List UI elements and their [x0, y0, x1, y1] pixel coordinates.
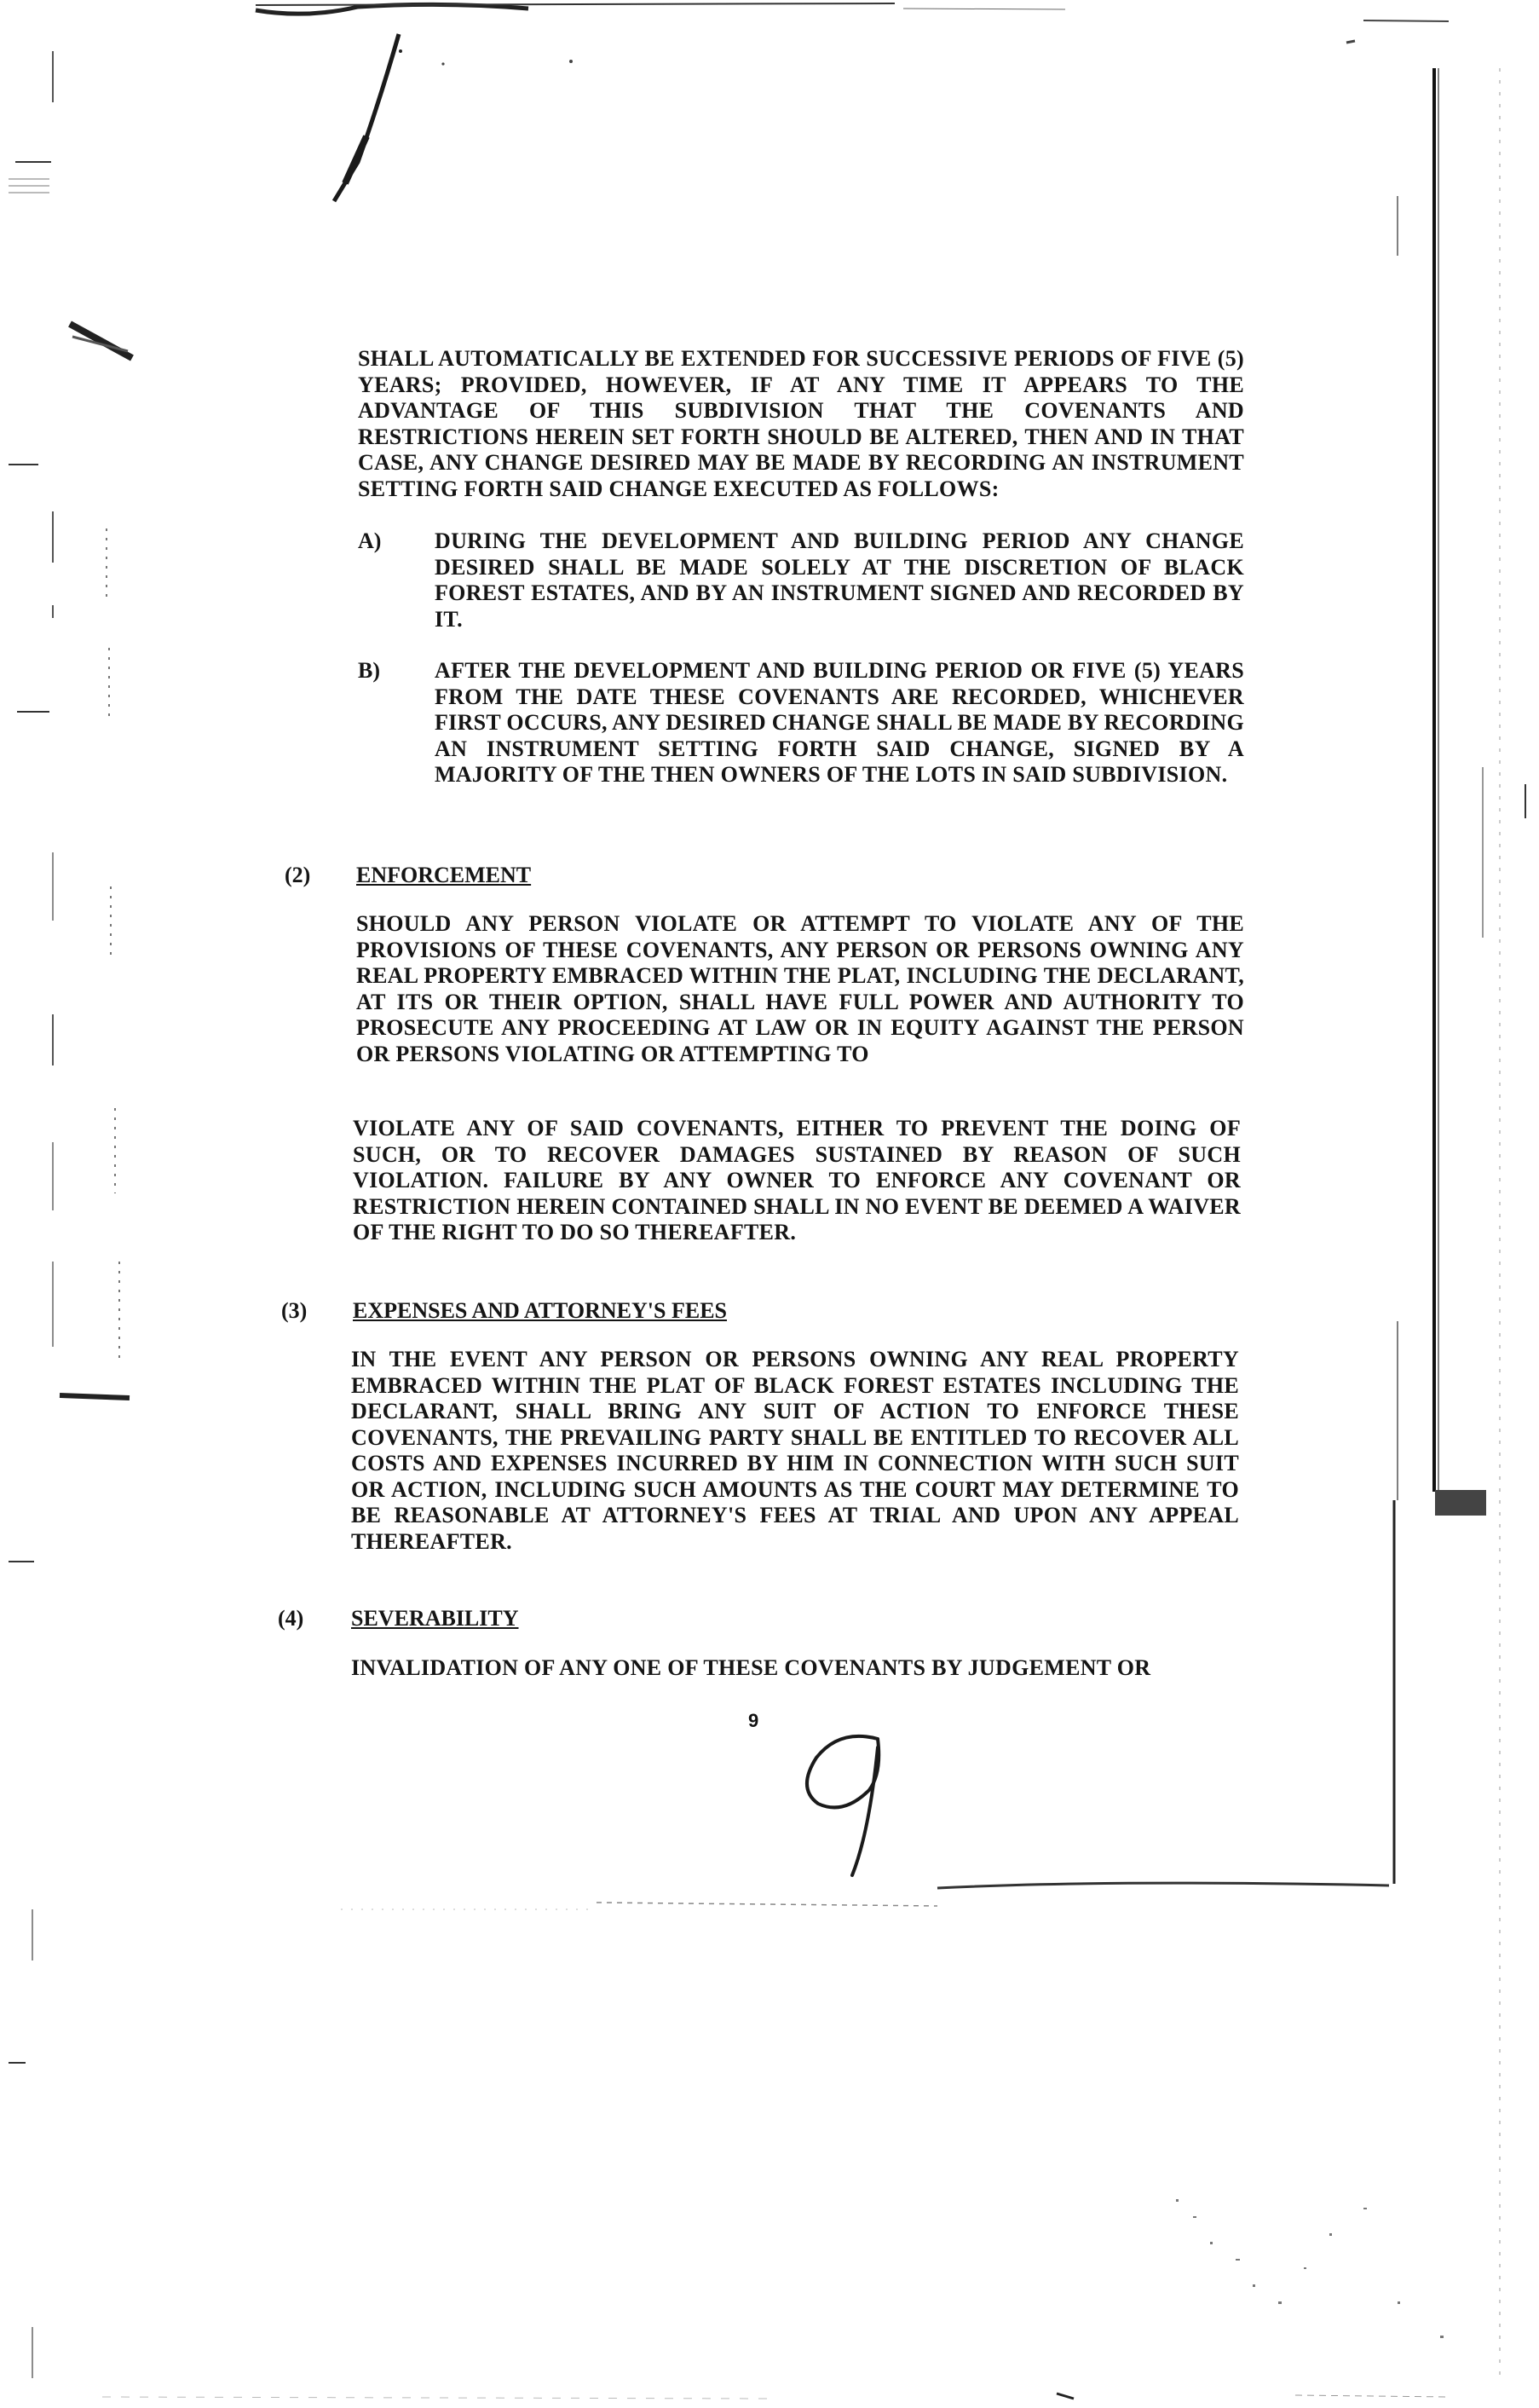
handwritten-page-number — [807, 1736, 879, 1875]
section-2-heading: ENFORCEMENT — [356, 863, 532, 887]
left-margin-smudge — [70, 324, 132, 358]
item-b-text: AFTER THE DEVELOPMENT AND BUILDING PERIOD OR FIVE (5) YEARS FROM THE DATE THESE COVENANTS ARE RECORDED, WHICHEVER FIRST OCCURS, ANY DESIRED CHANGE SHALL BE MADE BY RECORDING AN INSTRUMENT SETTING FORTH SAID CHANGE, SIGNED BY A MAJORITY OF THE THEN OWNERS OF THE LOTS IN SAID SUBDIVISION. — [435, 658, 1245, 787]
bottom-right-noise — [1176, 2199, 1444, 2338]
intro-paragraph: SHALL AUTOMATICALLY BE EXTENDED FOR SUCCESSIVE PERIODS OF FIVE (5) YEARS; PROVIDED, HOWEVER, IF AT ANY TIME IT APPEARS TO THE ADVANTAGE OF THIS SUBDIVISION THAT THE COVENANTS AND RESTRICTIONS HEREIN SET FORTH SHOULD BE ALTERED, THEN AND IN THAT CASE, ANY CHANGE DESIRED MAY BE MADE BY RECORDING AN INSTRUMENT SETTING FORTH SAID CHANGE EXECUTED AS FOLLOWS: — [358, 346, 1244, 501]
handwritten-stroke — [334, 34, 399, 201]
section-3-heading: EXPENSES AND ATTORNEY'S FEES — [353, 1298, 728, 1323]
section-2-paragraph-2: VIOLATE ANY OF SAID COVENANTS, EITHER TO PREVENT THE DOING OF SUCH, OR TO RECOVER DAMAGES SUSTAINED BY REASON OF SUCH VIOLATION. FAILURE BY ANY OWNER TO ENFORCE ANY COVENANT OR RESTRICTION HEREIN CONTAINED SHALL IN NO EVENT BE DEEMED A WAIVER OF THE RIGHT TO DO SO THEREAFTER. — [353, 1116, 1241, 1244]
item-a-text: DURING THE DEVELOPMENT AND BUILDING PERIOD ANY CHANGE DESIRED SHALL BE MADE SOLELY AT THE DISCRETION OF BLACK FOREST ESTATES, AND BY AN INSTRUMENT SIGNED AND RECORDED BY IT. — [435, 528, 1244, 632]
section-4-heading: SEVERABILITY — [351, 1606, 519, 1631]
item-b-label: B) — [358, 658, 380, 683]
section-3-number: (3) — [281, 1298, 308, 1323]
section-2-number: (2) — [285, 863, 311, 887]
section-4-paragraph-1: INVALIDATION OF ANY ONE OF THESE COVENANTS BY JUDGEMENT OR — [351, 1655, 1151, 1680]
right-margin-clamp — [1435, 1490, 1486, 1516]
section-3-paragraph-1: IN THE EVENT ANY PERSON OR PERSONS OWNING ANY REAL PROPERTY EMBRACED WITHIN THE PLAT OF BLACK FOREST ESTATES INCLUDING THE DECLARANT, SHALL BRING ANY SUIT OF ACTION TO ENFORCE THESE COVENANTS, THE PREVAILING PARTY SHALL BE ENTITLED TO RECOVER ALL COSTS AND EXPENSES INCURRED BY HIM IN CONNECTION WITH SUCH SUIT OR ACTION, INCLUDING SUCH AMOUNTS AS THE COURT MAY DETERMINE TO BE REASONABLE AT ATTORNEY'S FEES AT TRIAL AND UPON ANY APPEAL THEREAFTER. — [351, 1347, 1239, 1554]
left-margin-bar — [60, 1395, 130, 1398]
section-4-number: (4) — [278, 1606, 304, 1631]
left-dotted-column — [107, 528, 119, 1364]
inner-page-bottom-border — [937, 1883, 1389, 1888]
top-edge-line — [256, 3, 895, 5]
page-number: 9 — [748, 1710, 759, 1731]
item-a-label: A) — [358, 528, 382, 553]
section-2-paragraph-1: SHOULD ANY PERSON VIOLATE OR ATTEMPT TO VIOLATE ANY OF THE PROVISIONS OF THESE COVENANTS, ANY PERSON OR PERSONS OWNING ANY REAL PROPERTY EMBRACED WITHIN THE PLAT, INCLUDING THE DECLARANT, AT ITS OR THEIR OPTION, SHALL HAVE FULL POWER AND AUTHORITY TO PROSECUTE ANY PROCEEDING AT LAW OR IN EQUITY AGAINST THE PERSON OR PERSONS VIOLATING OR ATTEMPTING TO — [356, 911, 1244, 1066]
top-edge-smudge — [256, 4, 528, 14]
